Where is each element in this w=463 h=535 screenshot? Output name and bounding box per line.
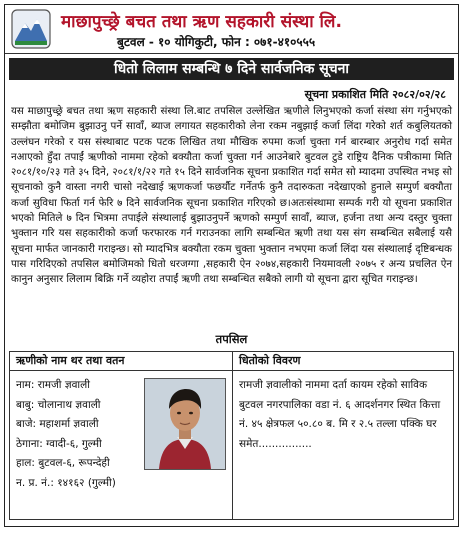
property-details: रामजी ज्ञवालीको नाममा दर्ता कायम रहेको साविक बुटवल नगरपालिका वडा नं. ६ आदर्शनगर स्थित कित्ता नं. ४५ क्षेत्रफल ५०.८० ब. मि र २.५ तल्ला पक्कि घर समेत................ (239, 379, 441, 450)
owner-column (10, 352, 233, 519)
owner-current-address: हाल: बुटवल-६, रूपन्देही (16, 457, 110, 470)
published-date: सूचना प्रकाशित मिति २०८२/०२/२८ (304, 88, 446, 101)
owner-grandfather: बाजे: महाशर्मा ज्ञवाली (16, 418, 99, 431)
owner-permanent-address: ठेगाना: ग्वादी-६, गुल्मी (16, 437, 102, 450)
schedule-title: तपसिल (215, 332, 248, 346)
notice-header (5, 5, 458, 54)
owner-citizenship-number: न. प्र. नं.: १४१६२ (गुल्मी) (16, 476, 116, 489)
borrower-photo (144, 378, 226, 470)
owner-column-header: ऋणीको नाम थर तथा वतन (10, 352, 232, 371)
property-column (233, 352, 453, 519)
organization-address: बुटवल - १० योगिकुटी, फोन : ०७१-४१०५५५ (117, 35, 316, 49)
notice-page (4, 4, 459, 527)
owner-father: बाबु: चोलानाथ ज्ञवाली (16, 398, 101, 411)
owner-name: नाम: रामजी ज्ञवाली (16, 379, 90, 391)
schedule-table (9, 351, 454, 520)
notice-title-banner: धितो लिलाम सम्बन्धि ७ दिने सार्वजनिक सूचना (9, 58, 454, 80)
notice-body: यस माछापुच्छ्रे बचत तथा ऋण सहकारी संस्था लि.बाट तपसिल उल्लेखित ऋणीले लिनुभएको कर्जा संस्था संग गर्नुभएको सम्झौता बमोजिम बुझाउनु पर्ने सावाँ, ब्याज लगायत सहकारीको लेना रकम नबुझाई कर्जा लिंदा गरेको शर्त कबुलियतको उल्लंघन गरेको र यस संस्थाबाट पटक पटक लिखित तथा मौखिक रुपमा कर्जा चुक्ता गर्न बारम्बार अनुरोध गर्दा समेत नआएको हुँदा तपाईं ऋणीको नाममा रहेको बक्यौता कर्जा चुक्ता गर्न आउनेबारे बुटवल टुडे राष्ट्रिय दैनिक पत्रीकामा मिति २०८१/१०/२३ गते ३५ दिने, २०८१/१/२२ गते १५ दिने सार्वजनिक सूचना प्रकाशित गर्दा समेत सो म्यादमा उपस्थित नभइ सो सूचनाको कुनै वास्ता नगरी चासो नदेखाई ऋणकर्जा फछर्यौट गर्नेतर्फ कुनै तदारुकता नदेखाएको हुनाले सम्पुर्ण बक्यौता कर्जा सुविधा फिर्ता गर्न फेरि ७ दिने सार्वजनिक सूचना प्रकाशित गरिएको छ।अतःसंस्थामा सम्पर्क गरी यो सूचना प्रकाशित भएको मितिले ७ दिन भित्रमा तपाईले संस्थालाई बुझाउनुपर्ने ऋणको सम्पुर्ण सावाँ, ब्याज, हर्जना तथा अन्य दस्तुर चुक्ता भुक्तान गरि यस सहकारीको कर्जा फरफारक गर्न गराउनका लागि सम्बन्धित ऋणी तथा यस संग सम्बन्धित सबैलाई यसै सूचना मार्फत जानकारी गराइन्छ। सो म्यादभित्र बक्यौता रकम चुक्ता भुक्तान नभएमा कर्जा लिंदा यस संस्थालाई दृष्टिबन्धक पास गरिदिएको तपसिल बमोजिमको धितो धरजग्गा ,सहकारी ऐन २०७४,सहकारी नियमावली २०७५ र अन्य प्रचलित ऐन कानुन अनुसार लिलाम बिक्रि गर्ने व्यहोरा तपाईं ऋणी तथा सम्बन्धित सबैको लागी यो सूचना द्वारा सूचित गराइन्छ। (11, 106, 452, 286)
person-portrait-icon (145, 379, 225, 469)
mountain-logo-icon (11, 9, 51, 49)
property-column-header: धितोको विवरण (233, 352, 453, 371)
organization-name: माछापुच्छ्रे बचत तथा ऋण सहकारी संस्था लि. (61, 12, 342, 32)
owner-details (16, 376, 116, 494)
